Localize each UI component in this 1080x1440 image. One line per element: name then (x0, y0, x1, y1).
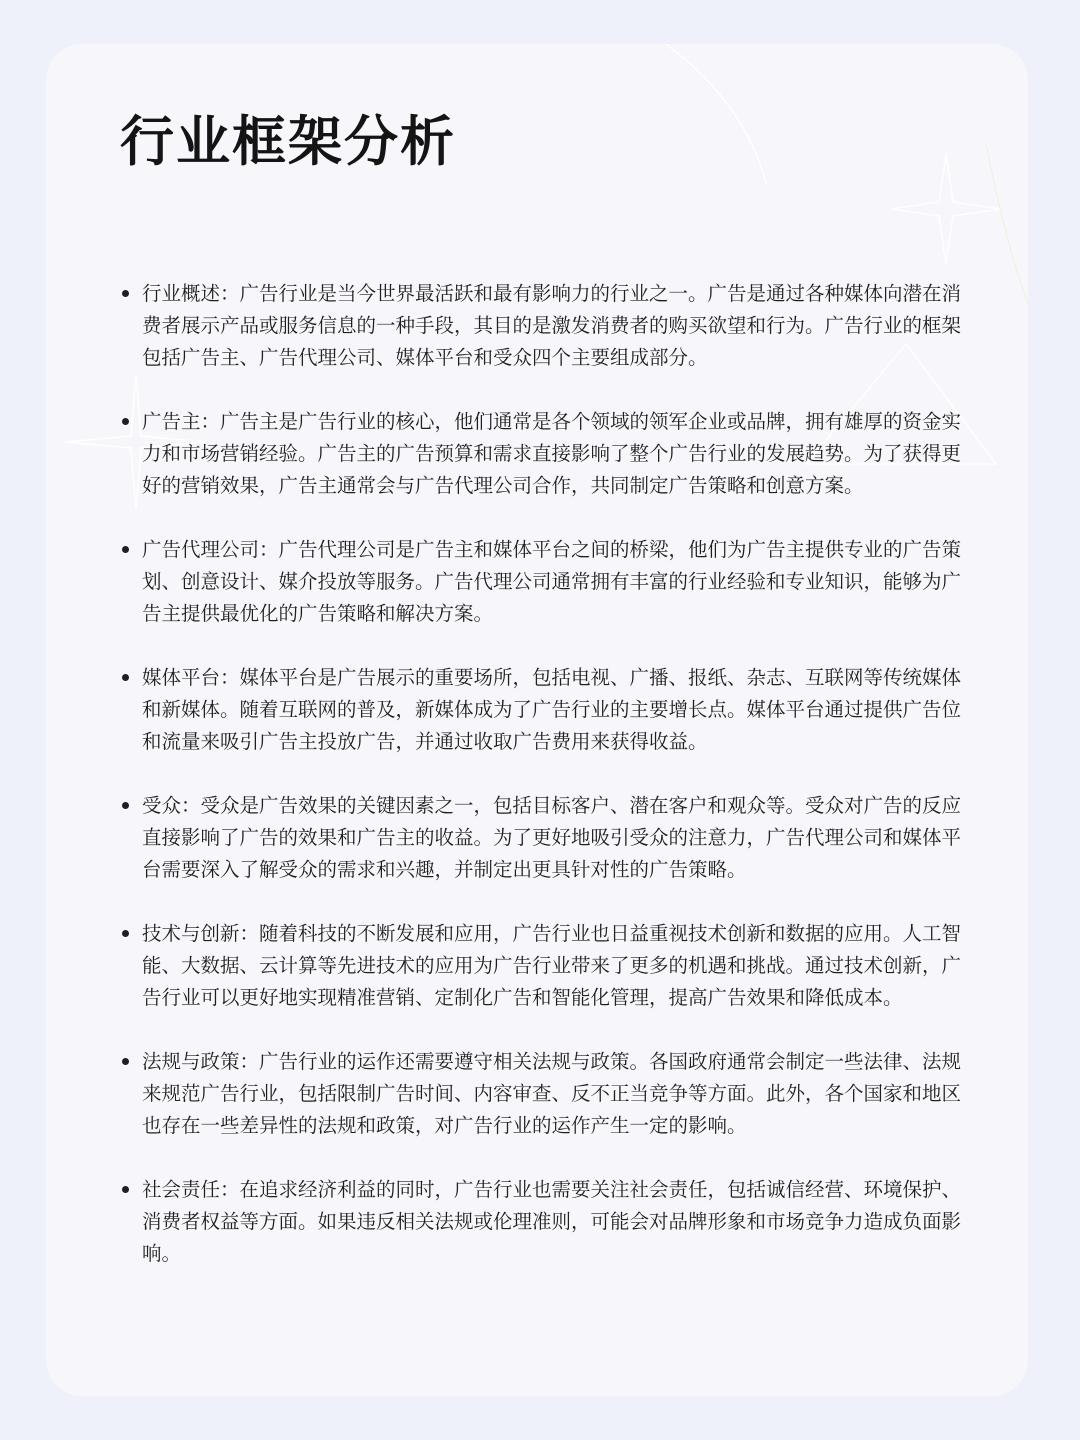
bullet-icon (122, 930, 129, 937)
list-item-advertiser (120, 406, 970, 502)
list-item-technology (120, 918, 970, 1014)
bullet-icon (122, 802, 129, 809)
bullet-icon (122, 1058, 129, 1065)
list-item-text: 法规与政策：广告行业的运作还需要遵守相关法规与政策。各国政府通常会制定一些法律、法规来规范广告行业，包括限制广告时间、内容审查、反不正当竞争等方面。此外，各个国家和地区也存在一些差异性的法规和政策，对广告行业的运作产生一定的影响。 (142, 1050, 962, 1137)
list-item-text: 广告代理公司：广告代理公司是广告主和媒体平台之间的桥梁，他们为广告主提供专业的广告策划、创意设计、媒介投放等服务。广告代理公司通常拥有丰富的行业经验和专业知识，能够为广告主提供最优化的广告策略和解决方案。 (142, 538, 962, 625)
bullet-icon (122, 290, 129, 297)
list-item-text: 社会责任：在追求经济利益的同时，广告行业也需要关注社会责任，包括诚信经营、环境保护、消费者权益等方面。如果违反相关法规或伦理准则，可能会对品牌形象和市场竞争力造成负面影响。 (142, 1178, 962, 1265)
content-card (46, 44, 1028, 1396)
list-item-regulation (120, 1046, 970, 1142)
bullet-icon (122, 418, 129, 425)
page-title: 行业框架分析 (120, 110, 456, 173)
list-item-text: 技术与创新：随着科技的不断发展和应用，广告行业也日益重视技术创新和数据的应用。人工智能、大数据、云计算等先进技术的应用为广告行业带来了更多的机遇和挑战。通过技术创新，广告行业可以更好地实现精准营销、定制化广告和智能化管理，提高广告效果和降低成本。 (142, 922, 962, 1009)
bullet-icon (122, 1186, 129, 1193)
list-item-text: 媒体平台：媒体平台是广告展示的重要场所，包括电视、广播、报纸、杂志、互联网等传统媒体和新媒体。随着互联网的普及，新媒体成为了广告行业的主要增长点。媒体平台通过提供广告位和流量来吸引广告主投放广告，并通过收取广告费用来获得收益。 (142, 666, 962, 753)
list-item-text: 广告主：广告主是广告行业的核心，他们通常是各个领域的领军企业或品牌，拥有雄厚的资金实力和市场营销经验。广告主的广告预算和需求直接影响了整个广告行业的发展趋势。为了获得更好的营销效果，广告主通常会与广告代理公司合作，共同制定广告策略和创意方案。 (142, 410, 962, 497)
bullet-icon (122, 674, 129, 681)
list-item-social-responsibility (120, 1174, 970, 1270)
list-item-agency (120, 534, 970, 630)
list-item-audience (120, 790, 970, 886)
list-item-overview (120, 278, 970, 374)
bullet-list (120, 278, 970, 1302)
list-item-text: 受众：受众是广告效果的关键因素之一，包括目标客户、潜在客户和观众等。受众对广告的反应直接影响了广告的效果和广告主的收益。为了更好地吸引受众的注意力，广告代理公司和媒体平台需要深入了解受众的需求和兴趣，并制定出更具针对性的广告策略。 (142, 794, 962, 881)
list-item-text: 行业概述：广告行业是当今世界最活跃和最有影响力的行业之一。广告是通过各种媒体向潜在消费者展示产品或服务信息的一种手段，其目的是激发消费者的购买欲望和行为。广告行业的框架包括广告主、广告代理公司、媒体平台和受众四个主要组成部分。 (142, 282, 962, 369)
bullet-icon (122, 546, 129, 553)
list-item-media-platform (120, 662, 970, 758)
